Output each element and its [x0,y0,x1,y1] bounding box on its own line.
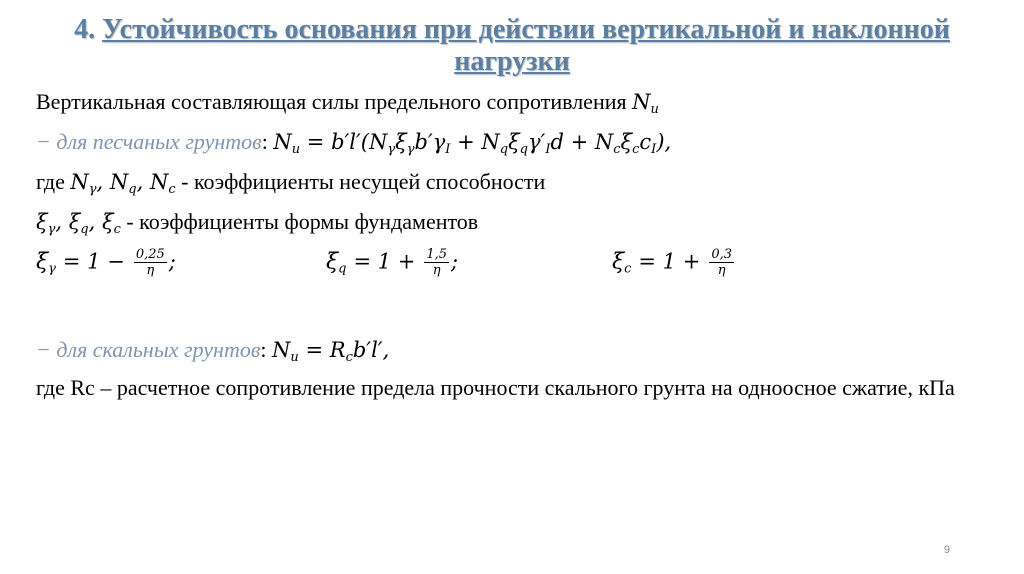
fraction-c: $\frac{0,3}{\eta}$ [711,247,732,278]
xi-symbols: $\xi_\gamma$, $\xi_q$, $\xi_c$ [36,210,121,237]
vertical-force-text: Вертикальная составляющая силы предельного сопротивления [36,89,627,114]
title-number: 4. [74,14,96,45]
title-text: Устойчивость основания при действии вертикальной и наклонной нагрузки [102,14,950,77]
slide-title [40,14,984,78]
fraction-gamma: $\frac{0,25}{\eta}$ [135,247,165,278]
rocky-label: − для скальных грунтов [36,337,261,362]
xi-c-formula: $\xi_c = 1$ + $\frac{0,3}{\eta}$ [612,247,732,278]
xi-coefficients-line [36,208,478,236]
where-word: где [36,169,65,194]
n-coefficients-line [36,168,545,196]
rc-description: где Rc – расчетное сопротивление предела прочности скального грунта на одноосное сжатие, кПа [36,375,955,400]
nu-symbol: $N_u$ [632,90,659,117]
xi-gamma-formula: $\xi_\gamma = 1$ − $\frac{0,25}{\eta}$ ; [36,247,176,278]
rocky-formula-line: − для скальных грунтов: $N_u = R_cb'l'$, [36,337,390,365]
xi-q-formula: $\xi_q = 1$ + $\frac{1,5}{\eta}$ ; [326,247,459,278]
xi-coef-text: - коэффициенты формы фундаментов [120,209,479,234]
sandy-formula: $N_u = b'l'(N_\gamma\xi_\gamma b'\gamma_I + N_q\xi_q\gamma'_Id + N_c\xi_cc_I)$, [273,130,672,157]
vertical-force-line [36,88,659,116]
n-symbols: $N_\gamma$, $N_q$, $N_c$ [70,170,176,197]
rocky-formula: $N_u = R_cb'l'$, [272,338,390,365]
sandy-formula-line: − для песчаных грунтов: $N_u = b'l'(N_\gamma\xi_\gamma b'\gamma_I + N_q\xi_q\gamma'_Id + N_c\xi_cc_I)$, [36,129,672,157]
sandy-label: − для песчаных грунтов [36,129,262,154]
fraction-q: $\frac{1,5}{\eta}$ [426,247,448,278]
page-number: 9 [943,544,950,556]
n-coef-text: - коэффициенты несущей способности [175,169,546,194]
